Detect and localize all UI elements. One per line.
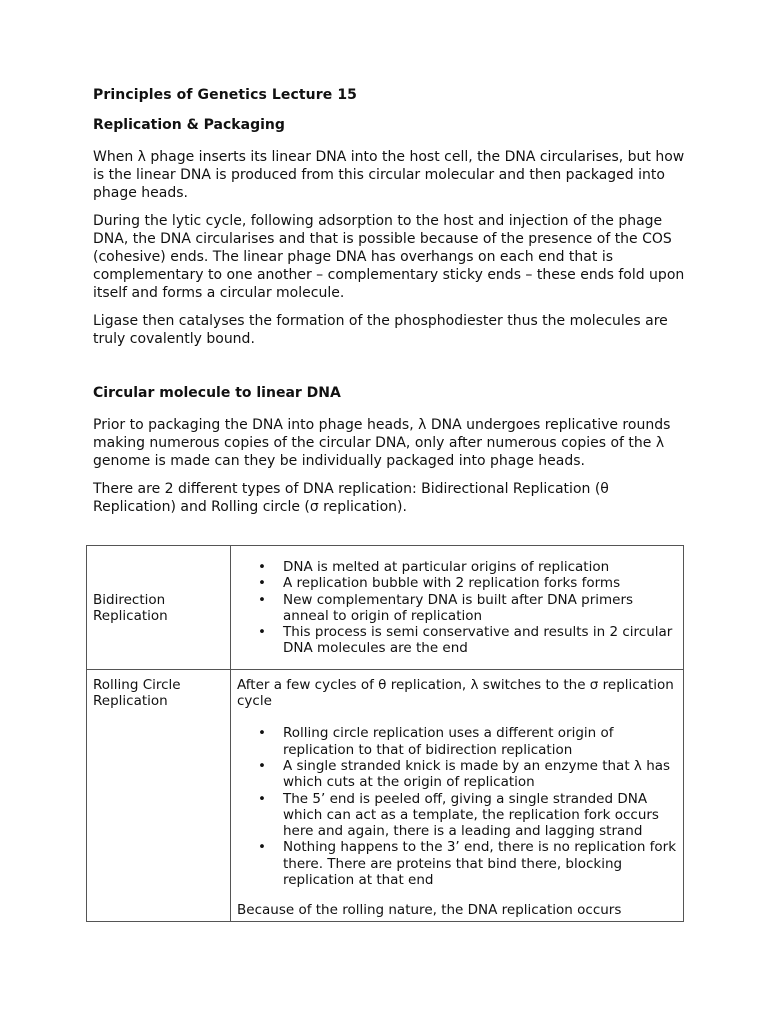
- paragraph-lytic-cycle: During the lytic cycle, following adsorption to the host and injection of the phage DNA, the DNA circularises and that is possible because of the presence of the COS (cohesive) ends. The linear phage DNA has overhangs on each end that is complementary to one another – complementary sticky ends – these ends fold upon itself and forms a circular molecule.: [93, 213, 685, 301]
- list-item: • DNA is melted at particular origins of replication: [283, 559, 683, 575]
- paragraph-intro: When λ phage inserts its linear DNA into the host cell, the DNA circularises, but how is the linear DNA is produced from this circular molecular and then packaged into phage heads.: [93, 149, 685, 201]
- paragraph-packaging: Prior to packaging the DNA into phage heads, λ DNA undergoes replicative rounds making numerous copies of the circular DNA, only after numerous copies of the λ genome is made can they be individually packaged into phage heads.: [93, 417, 671, 469]
- row-label: Bidirection Replication: [93, 592, 168, 625]
- list-item: • Nothing happens to the 3’ end, there is no replication fork there. There are proteins that bind there, blocking replication at that end: [283, 839, 683, 888]
- table-cell-label: [87, 546, 231, 670]
- list-item: • This process is semi conservative and results in 2 circular DNA molecules are the end: [283, 624, 683, 657]
- paragraph-replication-types: There are 2 different types of DNA replication: Bidirectional Replication (θ Replication) and Rolling circle (σ replication).: [93, 481, 609, 515]
- document-subtitle: Replication & Packaging: [93, 117, 285, 133]
- row-outro-text: Because of the rolling nature, the DNA replication occurs: [237, 902, 622, 919]
- list-item: • Rolling circle replication uses a different origin of replication to that of bidirection replication: [283, 725, 683, 758]
- document-title: Principles of Genetics Lecture 15: [93, 87, 358, 103]
- list-item: • New complementary DNA is built after DNA primers anneal to origin of replication: [283, 592, 683, 625]
- section-heading: Circular molecule to linear DNA: [93, 385, 341, 401]
- bullet-list: [231, 709, 683, 888]
- list-item: • A single stranded knick is made by an enzyme that λ has which cuts at the origin of replication: [283, 758, 683, 791]
- row-label: Rolling Circle Replication: [93, 676, 181, 710]
- row-intro-text: After a few cycles of θ replication, λ switches to the σ replication cycle: [237, 676, 674, 710]
- section-spacer: [93, 358, 693, 384]
- document-page: [93, 86, 693, 526]
- list-item: • The 5’ end is peeled off, giving a single stranded DNA which can act as a template, the replication fork occurs here and again, there is a leading and lagging strand: [283, 791, 683, 840]
- table-cell-content: [231, 546, 684, 670]
- table-row: [87, 546, 684, 670]
- paragraph-ligase: Ligase then catalyses the formation of the phosphodiester thus the molecules are truly covalently bound.: [93, 313, 668, 347]
- bullet-list: [231, 546, 683, 669]
- table-cell-content: [231, 669, 684, 921]
- table-row: [87, 669, 684, 921]
- table-cell-label: [87, 669, 231, 921]
- list-item: • A replication bubble with 2 replication forks forms: [283, 575, 683, 591]
- replication-table: [86, 545, 684, 922]
